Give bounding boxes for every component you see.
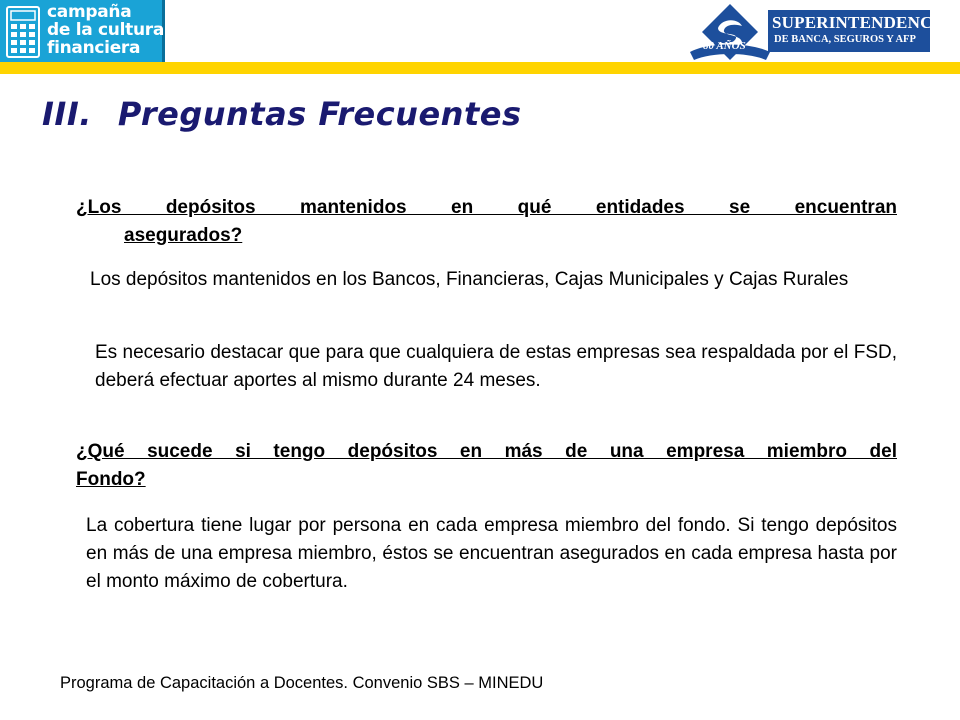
sbs-emblem-icon xyxy=(688,2,772,66)
title-text: Preguntas Frecuentes xyxy=(117,95,522,133)
sbs-logo xyxy=(768,10,952,52)
question-1-line-2: asegurados? xyxy=(124,225,243,246)
org-subtitle: DE BANCA, SEGUROS Y AFP xyxy=(774,34,916,45)
page-title xyxy=(42,95,521,133)
question-2-line-1: ¿Qué sucede si tengo depósitos en más de una empresa miembro del xyxy=(76,441,897,462)
answer-1a: Los depósitos mantenidos en los Bancos, Financieras, Cajas Municipales y Cajas Rurales xyxy=(90,269,849,290)
brand-line-2: de la cultura xyxy=(47,20,165,40)
campaign-logo-text xyxy=(47,3,164,57)
org-name: SUPERINTENDENCIA xyxy=(772,13,952,32)
question-2 xyxy=(76,438,897,494)
calculator-icon xyxy=(6,6,40,58)
brand-line-3: financiera xyxy=(47,38,141,58)
question-1 xyxy=(76,194,897,250)
answer-1b: Es necesario destacar que para que cualquiera de estas empresas sea respaldada por el FSD, deberá efectuar aportes al mismo durante 24 meses. xyxy=(95,342,897,391)
header xyxy=(0,0,960,66)
question-1-line-1: ¿Los depósitos mantenidos en qué entidades se encuentran xyxy=(76,197,897,218)
footer-text: Programa de Capacitación a Docentes. Convenio SBS – MINEDU xyxy=(60,674,544,692)
question-2-line-2: Fondo? xyxy=(76,469,146,490)
campaign-logo xyxy=(0,0,165,66)
title-number: III. xyxy=(42,95,92,133)
header-divider xyxy=(0,62,960,74)
anniversary-label: 80 AÑOS xyxy=(703,40,746,52)
answer-2: La cobertura tiene lugar por persona en cada empresa miembro del fondo. Si tengo depósitos en más de una empresa miembro, éstos se encuentran asegurados en cada empresa hasta por el monto máximo de cobertura. xyxy=(86,515,897,592)
brand-line-1: campaña xyxy=(47,2,132,22)
